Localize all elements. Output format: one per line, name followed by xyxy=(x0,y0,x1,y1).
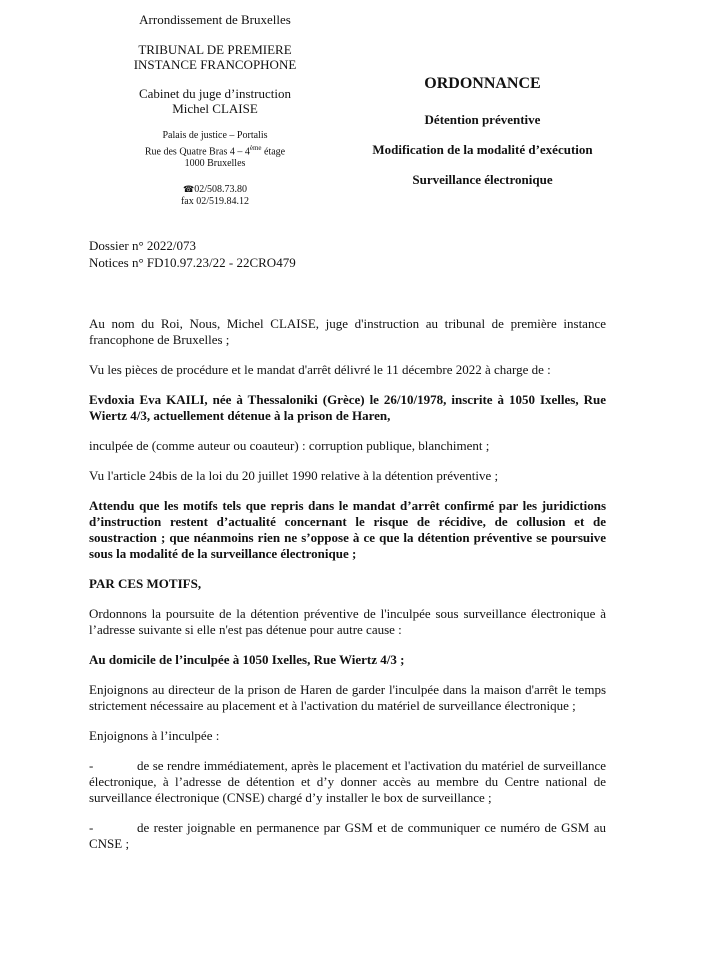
tribunal-line-2: INSTANCE FRANCOPHONE xyxy=(133,57,297,72)
notice-numbers: Notices n° FD10.97.23/22 - 22CRO479 xyxy=(89,255,296,270)
tribunal-name xyxy=(115,42,315,72)
list-dash: - xyxy=(89,758,94,773)
paragraph-law-reference: Vu l'article 24bis de la loi du 20 juillet 1990 relative à la détention préventive ; xyxy=(89,468,499,483)
court-address xyxy=(115,130,315,170)
list-item-text: de rester joignable en permanence par GSM et de communiquer ce numéro de GSM au CNSE ; xyxy=(89,820,606,851)
tribunal-line-1: TRIBUNAL DE PREMIERE xyxy=(138,42,292,57)
address-floor: étage xyxy=(261,146,286,158)
paragraph-accused: Evdoxia Eva KAILI, née à Thessaloniki (Grèce) le 26/10/1978, inscrite à 1050 Ixelles, Rue Wiertz 4/3, actuellement détenue à la prison de Haren, xyxy=(89,392,606,423)
document-body xyxy=(89,316,606,866)
subtitle-detention: Détention préventive xyxy=(424,112,541,127)
phone-icon: ☎ xyxy=(183,185,195,196)
cabinet xyxy=(115,86,315,116)
address-street: Rue des Quatre Bras 4 – 4 xyxy=(144,146,250,158)
list-item xyxy=(89,758,606,806)
order-header xyxy=(350,74,615,202)
paragraph-injunctions: Enjoignons à l’inculpée : xyxy=(89,728,220,743)
address-superscript: ème xyxy=(249,144,262,152)
fax-number: fax 02/519.84.12 xyxy=(180,196,250,208)
paragraph-preamble: Au nom du Roi, Nous, Michel CLAISE, juge d'instruction au tribunal de première instance francophone de Bruxelles ; xyxy=(89,316,606,347)
paragraph-prison-director: Enjoignons au directeur de la prison de Haren de garder l'inculpée dans la maison d'arrêt le temps strictement nécessaire au placement et à l'activation du matériel de surveillance électronique ; xyxy=(89,682,606,713)
judge-name: Michel CLAISE xyxy=(172,101,258,116)
section-heading-motifs: PAR CES MOTIFS, xyxy=(89,576,202,591)
address-line-1: Palais de justice – Portalis xyxy=(162,130,268,141)
address-line-2 xyxy=(115,142,315,158)
phone-line xyxy=(115,184,315,196)
paragraph-address: Au domicile de l’inculpée à 1050 Ixelles, Rue Wiertz 4/3 ; xyxy=(89,652,405,667)
paragraph-order: Ordonnons la poursuite de la détention préventive de l'inculpée sous surveillance électronique à l’adresse suivante si elle n'est pas détenue pour autre cause : xyxy=(89,606,606,637)
paragraph-grounds: Attendu que les motifs tels que repris dans le mandat d’arrêt confirmé par les juridictions d’instruction restent d’actualité concernant le risque de récidive, de collusion et de soustraction ; que néanmoins rien ne s’oppose à ce que la détention préventive se poursuive sous la modalité de la surveillance électronique ; xyxy=(89,498,606,561)
arrondissement: Arrondissement de Bruxelles xyxy=(139,12,291,27)
list-item xyxy=(89,820,606,852)
list-dash: - xyxy=(89,820,94,835)
paragraph-warrant: Vu les pièces de procédure et le mandat d'arrêt délivré le 11 décembre 2022 à charge de : xyxy=(89,362,551,377)
subtitle-modification: Modification de la modalité d’exécution xyxy=(372,142,593,157)
court-header xyxy=(115,12,315,208)
case-references xyxy=(89,237,296,271)
cabinet-line-1: Cabinet du juge d’instruction xyxy=(138,86,291,101)
paragraph-charges: inculpée de (comme auteur ou coauteur) : corruption publique, blanchiment ; xyxy=(89,438,490,453)
subtitle-surveillance: Surveillance électronique xyxy=(412,172,553,187)
contact xyxy=(115,184,315,208)
phone-number: 02/508.73.80 xyxy=(194,184,247,196)
dossier-number: Dossier n° 2022/073 xyxy=(89,238,197,253)
address-line-3: 1000 Bruxelles xyxy=(184,158,246,170)
list-item-text: de se rendre immédiatement, après le placement et l'activation du matériel de surveillance électronique, à l’adresse de détention et d’y donner accès au membre du Centre national de surveillance électronique (CNSE) chargé d’y installer le box de surveillance ; xyxy=(89,758,606,805)
document-title: ORDONNANCE xyxy=(424,75,541,92)
